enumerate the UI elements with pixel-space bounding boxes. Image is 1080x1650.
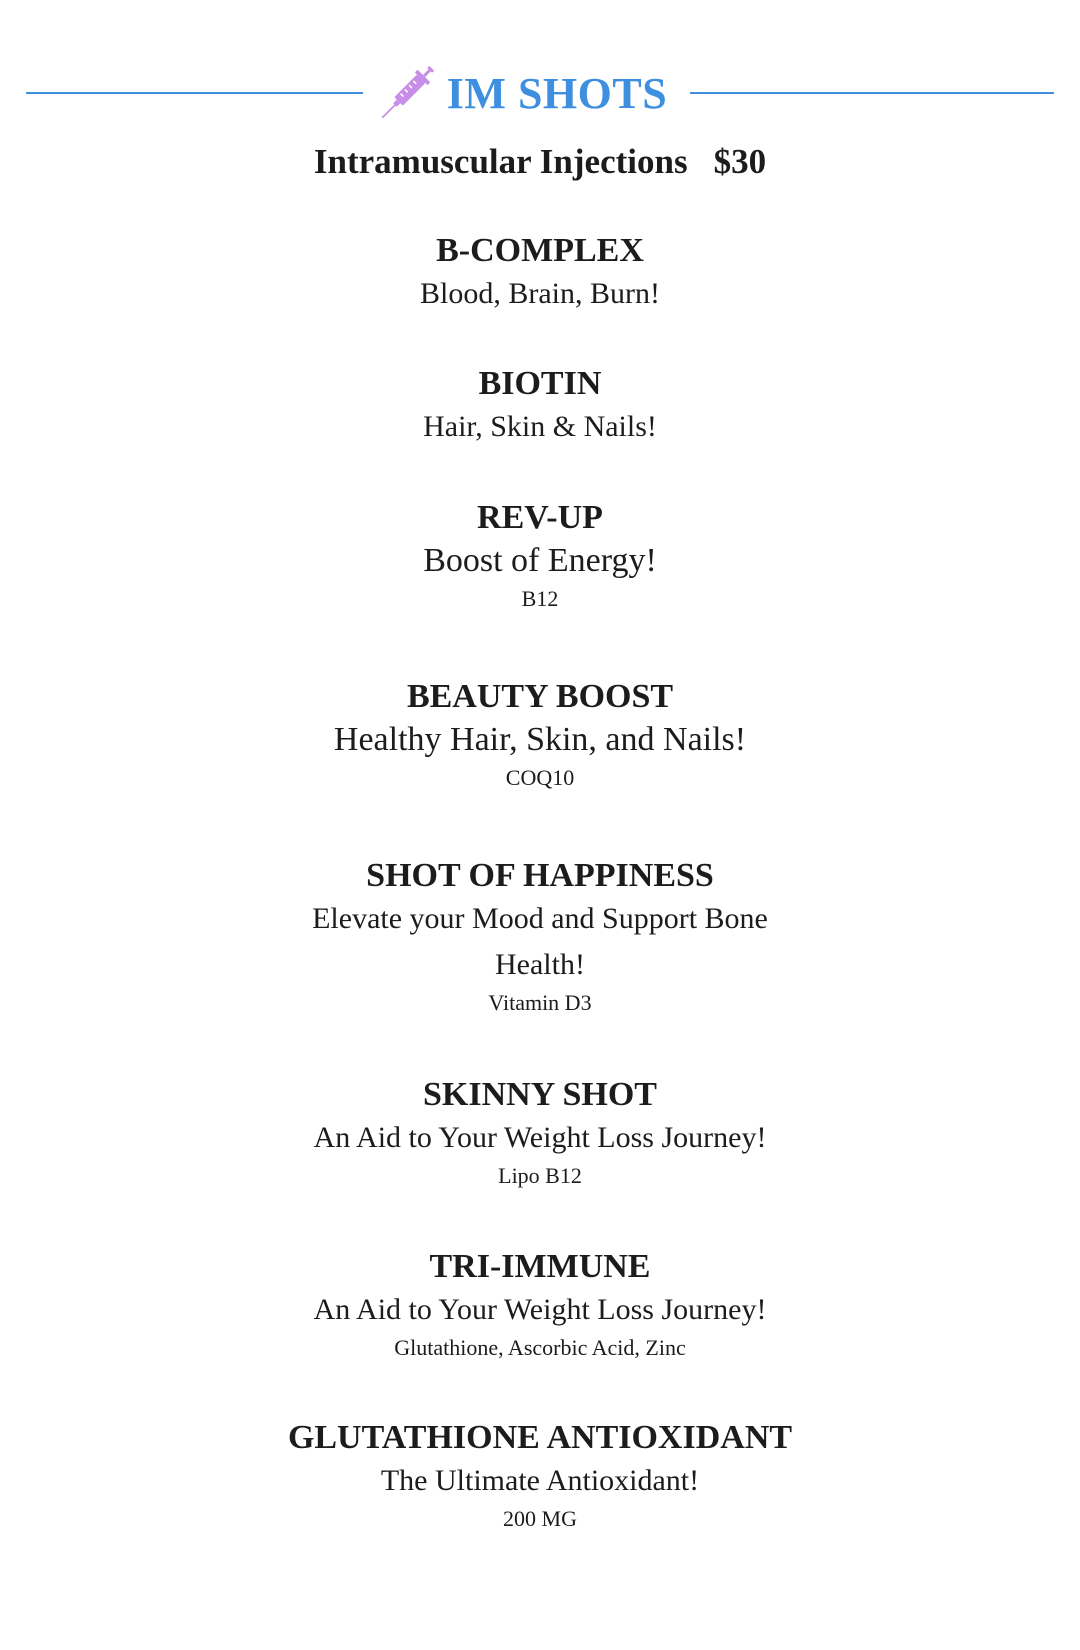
menu-item (140, 1075, 940, 1191)
item-ingredients: Lipo B12 (498, 1163, 582, 1188)
price-label: $30 (713, 142, 767, 181)
header-title-group (362, 58, 682, 128)
item-name: SHOT OF HAPPINESS (366, 857, 714, 894)
item-description: Boost of Energy! (423, 542, 657, 579)
menu-item (140, 364, 940, 450)
header-rule-left (26, 92, 363, 94)
menu-item (140, 1247, 940, 1363)
item-name: REV-UP (477, 499, 603, 536)
item-description: An Aid to Your Weight Loss Journey! (313, 1121, 767, 1154)
item-description: Blood, Brain, Burn! (420, 277, 660, 310)
subtitle-label: Intramuscular Injections (313, 142, 688, 181)
item-description: Healthy Hair, Skin, and Nails! (333, 721, 747, 758)
menu-item (290, 856, 790, 1018)
item-name: B-COMPLEX (436, 232, 644, 269)
item-name: TRI-IMMUNE (429, 1248, 651, 1285)
menu-item (140, 231, 940, 317)
menu-item (140, 677, 940, 793)
syringe-icon (377, 62, 437, 124)
item-name: GLUTATHIONE ANTIOXIDANT (287, 1419, 793, 1456)
menu-item (140, 1418, 940, 1534)
item-name: BEAUTY BOOST (406, 678, 674, 715)
item-ingredients: 200 MG (503, 1506, 577, 1531)
item-description: Elevate your Mood and Support Bone Health! (312, 902, 768, 981)
section-title: IM SHOTS (446, 68, 668, 118)
item-name: SKINNY SHOT (423, 1076, 657, 1113)
item-ingredients: B12 (521, 586, 559, 611)
section-header (0, 58, 1080, 128)
service-subtitle (0, 142, 1080, 182)
item-ingredients: Glutathione, Ascorbic Acid, Zinc (394, 1335, 686, 1360)
header-rule-right (690, 92, 1054, 94)
item-name: BIOTIN (478, 365, 602, 402)
item-description: An Aid to Your Weight Loss Journey! (313, 1293, 767, 1326)
item-ingredients: Vitamin D3 (488, 990, 592, 1015)
menu-item (140, 498, 940, 614)
item-ingredients: COQ10 (505, 765, 575, 790)
item-description: Hair, Skin & Nails! (423, 410, 657, 443)
item-description: The Ultimate Antioxidant! (380, 1464, 700, 1497)
